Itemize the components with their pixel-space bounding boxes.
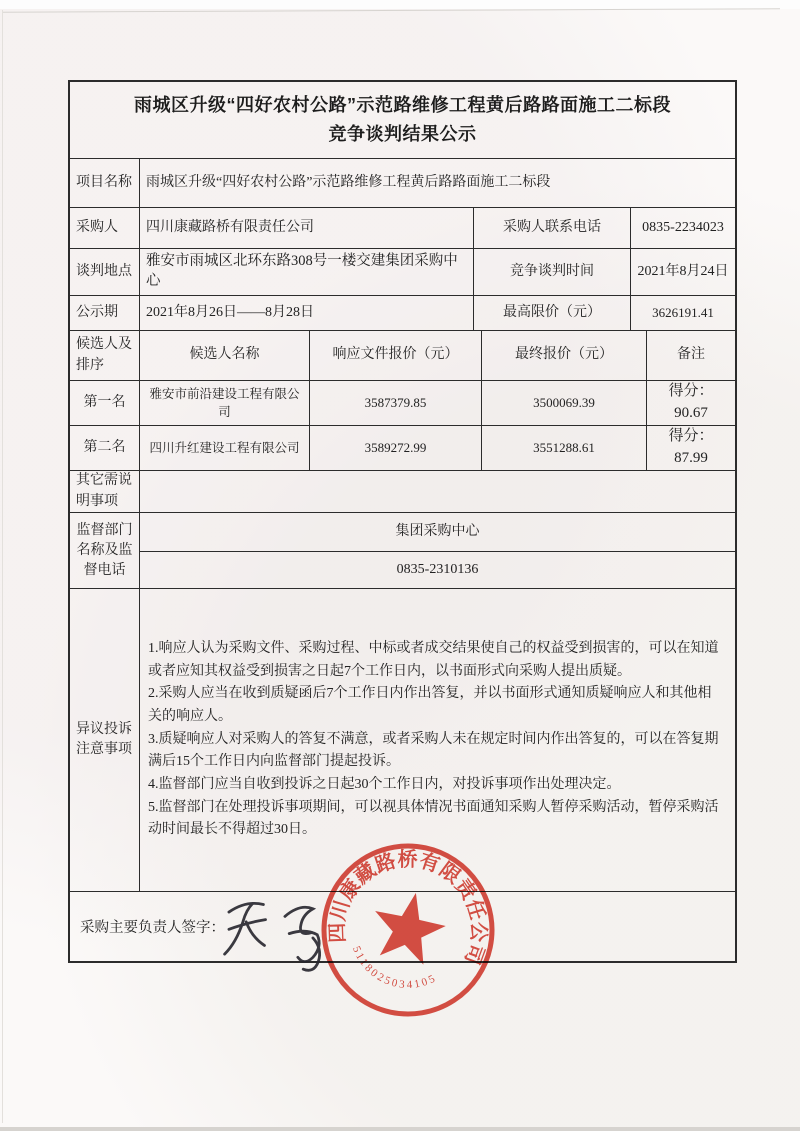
candidate-2-remark: 得分：87.99 <box>646 426 735 470</box>
max-price-value: 3626191.41 <box>630 296 735 330</box>
row-purchaser <box>70 207 735 248</box>
objection-notice-label: 异议投诉注意事项 <box>76 721 132 757</box>
purchaser-phone-label: 采购人联系电话 <box>473 208 630 248</box>
document-title <box>70 82 735 158</box>
purchaser-label: 采购人 <box>76 219 118 235</box>
candidate-1-rank: 第一名 <box>83 394 126 410</box>
objection-item-2: 2.采购人应当在收到质疑函后7个工作日内作出答复，并以书面形式通知质疑响应人和其他相关的响应人。 <box>148 686 712 724</box>
final-price-header: 最终报价（元） <box>481 331 646 380</box>
row-supervision <box>70 512 735 588</box>
title-line-1: 雨城区升级“四好农村公路”示范路维修工程黄后路路面施工二标段 <box>134 95 671 116</box>
candidate-name-header: 候选人名称 <box>139 331 309 380</box>
company-seal <box>308 830 508 1030</box>
supervision-department: 集团采购中心 <box>139 513 735 551</box>
svg-text:5118025034105 <box>344 942 444 998</box>
objection-item-4: 4.监督部门应当自收到投诉之日起30个工作日内，对投诉事项作出处理决定。 <box>148 777 621 792</box>
project-name-label: 项目名称 <box>76 174 132 190</box>
row-other-notes <box>70 470 735 512</box>
title-line-2: 竞争谈判结果公示 <box>328 124 477 144</box>
candidate-1-doc-price: 3587379.85 <box>309 381 481 425</box>
supervision-phone: 0835-2310136 <box>139 551 735 589</box>
candidate-1-remark: 得分：90.67 <box>646 381 735 425</box>
seal-company-text: 四川康藏路桥有限责任公司 <box>326 848 490 968</box>
venue-value: 雅安市雨城区北环东路308号一楼交建集团采购中心 <box>139 249 473 295</box>
seal-code-text: 5118025034105 <box>349 944 440 992</box>
purchaser-phone-value: 0835-2234023 <box>630 208 735 248</box>
candidate-row-1 <box>70 380 735 425</box>
max-price-label: 最高限价（元） <box>473 296 630 330</box>
purchaser-value: 四川康藏路桥有限责任公司 <box>139 208 473 248</box>
scan-edge-bottom <box>0 1127 800 1131</box>
candidate-2-rank: 第二名 <box>83 439 126 455</box>
row-project-name <box>70 158 735 207</box>
other-notes-value <box>139 471 735 512</box>
negotiation-time-value: 2021年8月24日 <box>630 249 735 295</box>
supervision-label: 监督部门名称及监督电话 <box>76 522 133 579</box>
candidate-row-2 <box>70 425 735 470</box>
scan-edge-top <box>0 0 800 9</box>
negotiation-time-label: 竞争谈判时间 <box>473 249 630 295</box>
candidates-header-row <box>70 330 735 380</box>
signature-label: 采购主要负责人签字： <box>80 920 225 936</box>
candidate-2-final-price: 3551288.61 <box>481 426 646 470</box>
project-name-value: 雨城区升级“四好农村公路”示范路维修工程黄后路路面施工二标段 <box>139 159 735 207</box>
scan-edge-left <box>2 10 3 1123</box>
row-negotiation-venue <box>70 248 735 295</box>
star-icon <box>366 885 451 967</box>
venue-label: 谈判地点 <box>76 263 132 279</box>
candidates-rank-header: 候选人及排序 <box>76 337 132 373</box>
objection-item-3: 3.质疑响应人对采购人的答复不满意，或者采购人未在规定时间内作出答复的，可以在答复期满后15个工作日内向监督部门提起投诉。 <box>148 731 719 770</box>
objection-item-1: 1.响应人认为采购文件、采购过程、中标或者成交结果使自己的权益受到损害的，可以在知道或者应知其权益受到损害之日起7个工作日内，以书面形式向采购人提出质疑。 <box>148 640 719 679</box>
publicity-period-value: 2021年8月26日——8月28日 <box>139 296 473 330</box>
objection-item-5: 5.监督部门在处理投诉事项期间，可以视具体情况书面通知采购人暂停采购活动，暂停采购活动时间最长不得超过30日。 <box>148 799 719 838</box>
candidate-2-name: 四川升红建设工程有限公司 <box>139 426 309 470</box>
candidate-1-name: 雅安市前沿建设工程有限公司 <box>139 381 309 425</box>
remark-header: 备注 <box>646 331 735 380</box>
candidate-2-doc-price: 3589272.99 <box>309 426 481 470</box>
candidate-1-final-price: 3500069.39 <box>481 381 646 425</box>
publicity-period-label: 公示期 <box>76 304 118 320</box>
other-notes-label: 其它需说明事项 <box>76 473 132 509</box>
doc-price-header: 响应文件报价（元） <box>309 331 481 380</box>
row-publicity-period <box>70 295 735 330</box>
